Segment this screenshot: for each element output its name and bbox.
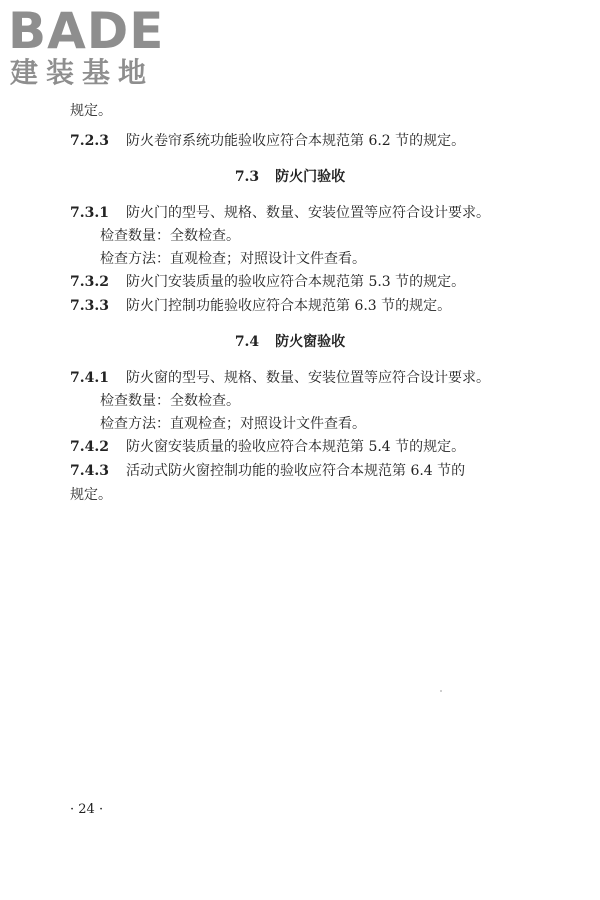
clause-7-4-3 (70, 462, 465, 480)
clause-number: 7.2.3 (70, 133, 109, 149)
inspection-quantity: 检查数量：全数检查。 (100, 393, 240, 409)
clause-7-3-3 (70, 297, 451, 315)
section-title: 防火门验收 (275, 169, 346, 185)
logo-latin-text: BADE (8, 2, 165, 60)
clause-text: 活动式防火窗控制功能的验收应符合本规范第 6.4 节的 (126, 463, 466, 479)
clause-text: 防火窗安装质量的验收应符合本规范第 5.4 节的规定。 (126, 439, 466, 455)
page-number: · 24 · (70, 802, 104, 817)
scan-speck (440, 690, 442, 692)
section-heading-7-4 (70, 333, 510, 351)
section-heading-7-3 (70, 168, 510, 186)
clause-7-4-2 (70, 438, 465, 456)
clause-text: 防火门的型号、规格、数量、安装位置等应符合设计要求。 (126, 205, 490, 221)
clause-7-4-1 (70, 369, 490, 387)
clause-number: 7.4.2 (70, 439, 109, 455)
section-title: 防火窗验收 (275, 334, 346, 350)
logo-cjk-text: 建装基地 (10, 56, 155, 89)
section-number: 7.4 (234, 334, 260, 350)
inspection-quantity: 检查数量：全数检查。 (100, 228, 240, 244)
clause-text: 防火门控制功能验收应符合本规范第 6.3 节的规定。 (126, 298, 452, 314)
section-number: 7.3 (234, 169, 260, 185)
clause-number: 7.3.2 (70, 274, 109, 290)
inspection-method: 检查方法：直观检查；对照设计文件查看。 (100, 251, 366, 267)
clause-7-2-3 (70, 132, 465, 150)
clause-7-3-1 (70, 204, 490, 222)
clause-continuation: 规定。 (70, 487, 112, 503)
clause-number: 7.3.1 (70, 205, 109, 221)
clause-text: 防火门安装质量的验收应符合本规范第 5.3 节的规定。 (126, 274, 466, 290)
inspection-method: 检查方法：直观检查；对照设计文件查看。 (100, 416, 366, 432)
clause-text: 防火卷帘系统功能验收应符合本规范第 6.2 节的规定。 (126, 133, 466, 149)
clause-text: 防火窗的型号、规格、数量、安装位置等应符合设计要求。 (126, 370, 490, 386)
clause-7-3-2 (70, 273, 465, 291)
clause-number: 7.4.3 (70, 463, 109, 479)
clause-number: 7.4.1 (70, 370, 109, 386)
watermark-logo (8, 2, 178, 90)
continued-text: 规定。 (70, 103, 112, 119)
clause-number: 7.3.3 (70, 298, 109, 314)
